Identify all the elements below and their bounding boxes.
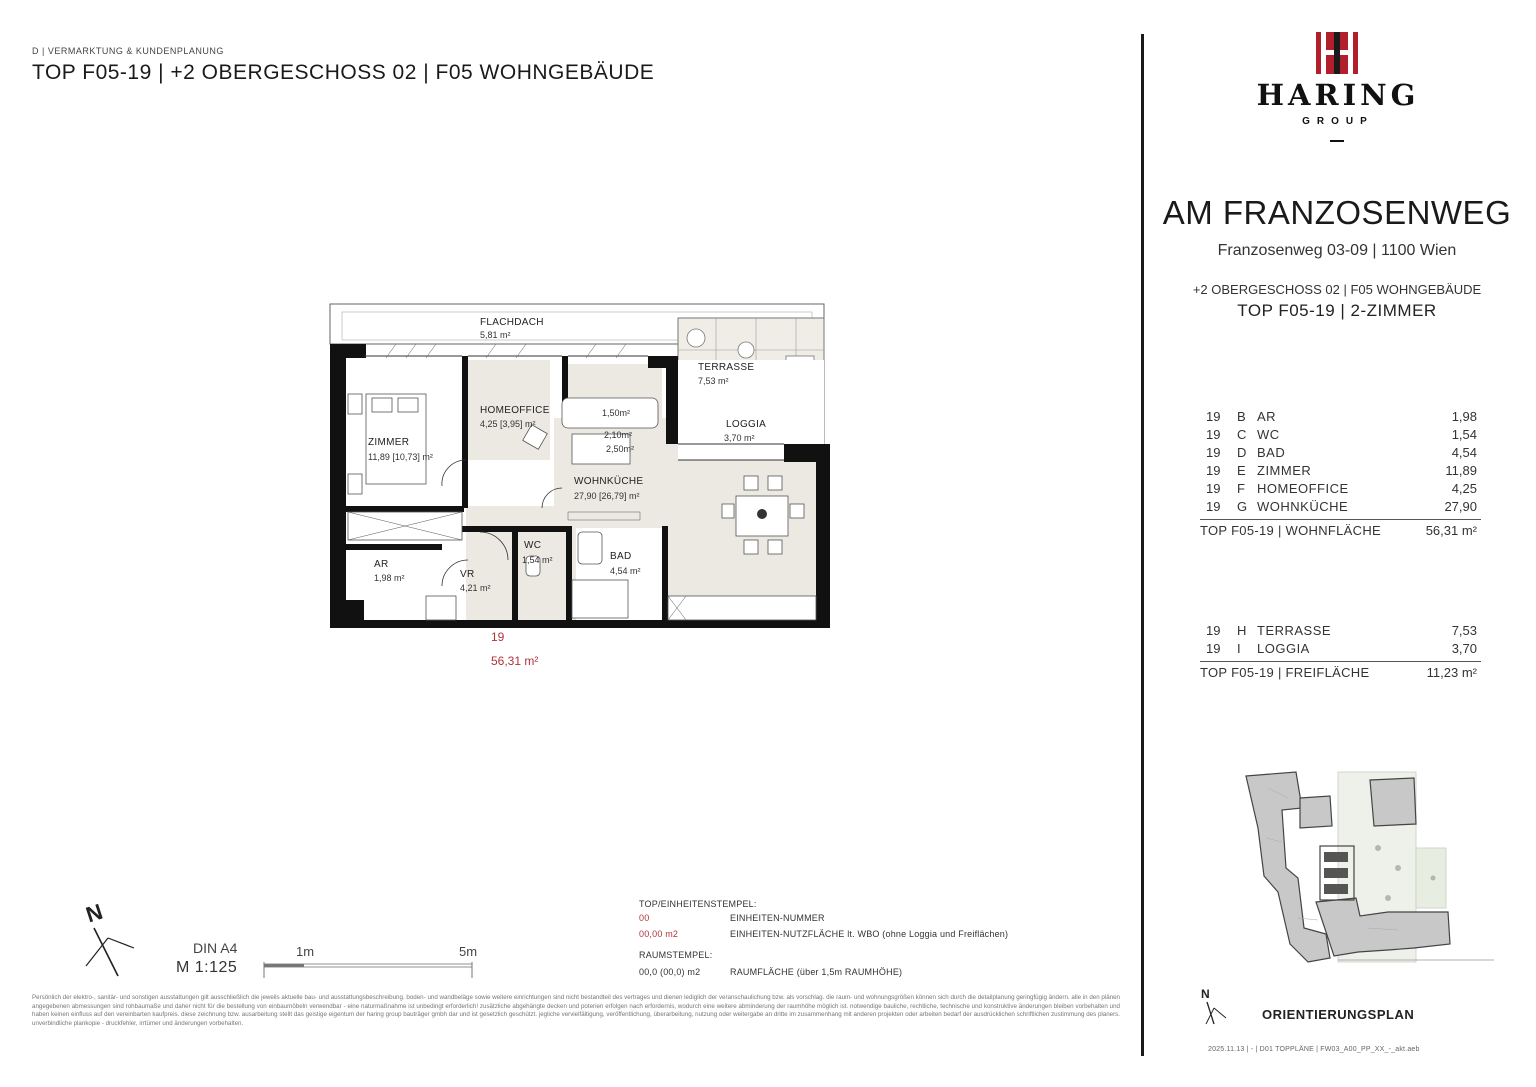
row-value: 4,54 xyxy=(1451,445,1477,460)
row-value: 3,70 xyxy=(1451,641,1477,656)
room-area-ar: 1,98 m² xyxy=(374,573,405,583)
orientation-north-letter: N xyxy=(1201,987,1210,1001)
row-letter: F xyxy=(1237,481,1245,496)
row-letter: I xyxy=(1237,641,1241,656)
table-row xyxy=(1200,498,1481,516)
row-room: AR xyxy=(1257,409,1277,424)
table-row xyxy=(1200,462,1481,480)
orientation-north-arrow xyxy=(1198,984,1232,1028)
small-area-1: 1,50m² xyxy=(602,408,631,418)
project-address: Franzosenweg 03-09 | 1100 Wien xyxy=(1217,242,1457,259)
total-value: 56,31 m² xyxy=(1425,523,1477,538)
room-area-wohnkueche: 27,90 [26,79] m² xyxy=(574,491,640,501)
total-label: TOP F05-19 | FREIFLÄCHE xyxy=(1200,665,1370,680)
row-room: WC xyxy=(1257,427,1280,442)
room-area-bad: 4,54 m² xyxy=(610,566,641,576)
row-letter: D xyxy=(1237,445,1247,460)
project-name: AM FRANZOSENWEG xyxy=(1162,194,1512,231)
scale-label-5m: 5m xyxy=(459,944,478,959)
header-department: D | VERMARKTUNG & KUNDENPLANUNG xyxy=(32,46,224,56)
row-letter: B xyxy=(1237,409,1246,424)
room-area-zimmer: 11,89 [10,73] m² xyxy=(368,452,433,462)
scale-ratio: M 1:125 xyxy=(176,959,238,976)
orientation-label: ORIENTIERUNGSPLAN xyxy=(1262,1007,1415,1022)
row-number: 19 xyxy=(1206,499,1221,514)
room-area-flachdach: 5,81 m² xyxy=(480,330,511,340)
row-value: 11,89 xyxy=(1445,463,1477,478)
row-value: 7,53 xyxy=(1451,623,1477,638)
unit-area-stamp: 56,31 m² xyxy=(491,654,539,668)
brand-subtitle: GROUP xyxy=(1302,116,1374,127)
room-label-terrasse: TERRASSE xyxy=(698,362,755,373)
room-area-homeoffice: 4,25 [3,95] m² xyxy=(480,419,536,429)
row-letter: G xyxy=(1237,499,1248,514)
room-label-bad: BAD xyxy=(610,551,632,562)
outdoor-area-table xyxy=(1200,622,1481,683)
row-letter: H xyxy=(1237,623,1247,638)
table-row xyxy=(1200,640,1481,658)
living-area-table xyxy=(1200,408,1481,541)
paper-format: DIN A4 xyxy=(193,940,238,956)
room-area-wc: 1,54 m² xyxy=(522,555,553,565)
room-label-loggia: LOGGIA xyxy=(726,419,767,430)
row-letter: E xyxy=(1237,463,1246,478)
total-value: 11,23 m² xyxy=(1426,665,1477,680)
scale-bar xyxy=(262,942,476,982)
row-value: 1,98 xyxy=(1451,409,1477,424)
legend-unit-area-code: 00,00 m2 xyxy=(639,929,679,939)
row-value: 1,54 xyxy=(1451,427,1477,442)
scale-label-1m: 1m xyxy=(296,944,315,959)
disclaimer-text: Persönlich der elektro-, sanitär- und sonstigen ausstattungen gilt ausschließlich die jeweils aktuelle bau- und ausstattungsbeschreibung. boden- und wandbeläge sowie weitere einrichtungen sind nicht bestandteil des vertrages und dienen lediglich der veranschaulichung bzw. als vorschlag. die raum- und wohnungsgrößen können sich durch die detailplanung geringfügig ändern. alle in den plänen angegebenen abmessungen sind rohbaumaße und daher nicht für die bestellung von einbaumöbeln verwendbar - eine naturmaßnahme ist unbedingt erforderlich! zusätzliche abgehängte decken und poterien erfolgen nach erfordernis, wodurch eine weitere abminderung der raumhöhe möglich ist. notwendige bauliche, rechtliche, technische und konstruktive änderungen bleiben vorbehalten und haben keinen einfluss auf den vereinbarten kaufpreis. diese zeichnung bzw. ausarbeitung stellt das geistige eigentum der haring group bauträger gmbh dar und ist gesetzlich geschützt. jegliche vervielfältigung, veröffentlichung, überarbeitung, nutzung oder weitergabe an dritte im zusammenhang mit anderen projekten oder arbeiten bedarf der ausdrücklichen schriftlichen zustimmung des planers. unverbindliche plankopie - druckfehler, irrtümer und änderungen vorbehalten. xyxy=(32,994,1120,1027)
vertical-divider xyxy=(1141,34,1144,1056)
row-number: 19 xyxy=(1206,481,1221,496)
total-label: TOP F05-19 | WOHNFLÄCHE xyxy=(1200,523,1382,538)
table-total-row xyxy=(1200,519,1481,541)
footer-code: 2025.11.13 | - | D01 TOPPLÄNE | FW03_A00_PP_XX_-_akt.aeb xyxy=(1208,1046,1420,1053)
room-label-wohnkueche: WOHNKÜCHE xyxy=(574,476,644,487)
row-value: 27,90 xyxy=(1444,499,1477,514)
row-value: 4,25 xyxy=(1451,481,1477,496)
haring-logo-mark xyxy=(1316,32,1358,74)
page-title: TOP F05-19 | +2 OBERGESCHOSS 02 | F05 WOHNGEBÄUDE xyxy=(32,61,655,84)
row-room: ZIMMER xyxy=(1257,463,1312,478)
project-floor: +2 OBERGESCHOSS 02 | F05 WOHNGEBÄUDE xyxy=(1192,282,1482,297)
room-label-homeoffice: HOMEOFFICE xyxy=(480,405,550,416)
legend-room-desc: RAUMFLÄCHE (über 1,5m RAUMHÖHE) xyxy=(730,967,903,977)
room-area-loggia: 3,70 m² xyxy=(724,433,755,443)
row-number: 19 xyxy=(1206,623,1221,638)
room-label-wc: WC xyxy=(524,540,542,551)
legend-unit-code-desc: EINHEITEN-NUMMER xyxy=(730,913,825,923)
brand-name: HARING xyxy=(1256,78,1420,112)
room-label-ar: AR xyxy=(374,559,389,570)
orientation-site-plan xyxy=(1238,768,1498,968)
legend-unit-area-desc: EINHEITEN-NUTZFLÄCHE lt. WBO (ohne Loggia und Freiflächen) xyxy=(730,929,1009,939)
table-row xyxy=(1200,622,1481,640)
table-total-row xyxy=(1200,661,1481,683)
row-number: 19 xyxy=(1206,427,1221,442)
row-room: TERRASSE xyxy=(1257,623,1332,638)
table-row xyxy=(1200,426,1481,444)
room-area-vr: 4,21 m² xyxy=(460,583,491,593)
north-letter: N xyxy=(82,898,106,928)
small-area-2: 2,10m² xyxy=(604,430,633,440)
row-number: 19 xyxy=(1206,409,1221,424)
table-row xyxy=(1200,444,1481,462)
unit-number-stamp: 19 xyxy=(491,630,505,644)
floor-plan xyxy=(326,300,836,632)
row-room: WOHNKÜCHE xyxy=(1257,499,1349,514)
legend-room-code: 00,0 (00,0) m2 xyxy=(639,967,701,977)
room-label-zimmer: ZIMMER xyxy=(368,437,410,448)
row-letter: C xyxy=(1237,427,1247,442)
room-label-vr: VR xyxy=(460,569,475,580)
row-number: 19 xyxy=(1206,445,1221,460)
row-room: BAD xyxy=(1257,445,1286,460)
row-room: LOGGIA xyxy=(1257,641,1310,656)
row-number: 19 xyxy=(1206,463,1221,478)
room-area-terrasse: 7,53 m² xyxy=(698,376,729,386)
row-room: HOMEOFFICE xyxy=(1257,481,1349,496)
small-area-3: 2,50m² xyxy=(606,444,635,454)
table-row xyxy=(1200,408,1481,426)
table-row xyxy=(1200,480,1481,498)
project-unit: TOP F05-19 | 2-ZIMMER xyxy=(1237,301,1437,320)
legend-room-title: RAUMSTEMPEL: xyxy=(639,950,713,960)
brand-dash xyxy=(1330,140,1344,142)
room-label-flachdach: FLACHDACH xyxy=(480,317,544,328)
north-arrow-icon xyxy=(78,898,140,980)
legend-unit-code: 00 xyxy=(639,913,650,923)
legend-title: TOP/EINHEITENSTEMPEL: xyxy=(639,899,757,909)
row-number: 19 xyxy=(1206,641,1221,656)
